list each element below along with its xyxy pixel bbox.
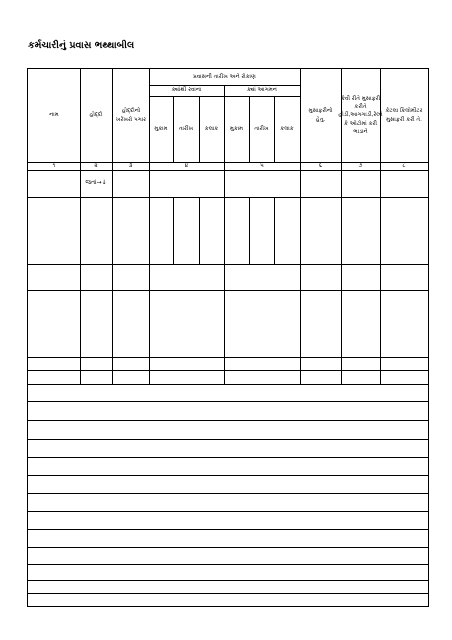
column-number: ૧ (52, 162, 56, 169)
header-purpose: મુસાફરીનો હેતુ. (308, 108, 333, 123)
travel-allowance-table (27, 68, 429, 607)
header-departure-date: તારીખ (178, 125, 194, 132)
header-departure-place: મુકામ (154, 125, 168, 132)
row-hoddo-going: જતાં→↓ (85, 179, 107, 187)
header-arrival-place: મુકામ (229, 125, 244, 132)
header-hoddo: હોદ્દો (89, 112, 103, 119)
header-arrival-date: તારીખ (254, 125, 269, 132)
column-number: ૪ (184, 162, 189, 169)
header-pay: હોદ્દોનો ખરેખરો પગાર (115, 108, 147, 123)
header-departure-group: ક્યાંથી રવાના (171, 87, 202, 94)
header-mode: કેવી રીતે મુસાફરી કરીતે હોડી,આગગાડી,રેલ્વે કે ઓટોમાં કરી ભાડાને (338, 96, 383, 135)
header-arrival-time: કલાક (280, 125, 294, 132)
header-name: નામ (49, 112, 59, 119)
page-title: કર્મચારીનું પ્રવાસ ભથ્થાબીલ (28, 40, 135, 51)
header-arrival-group: ક્યાં આગમન (247, 87, 277, 94)
header-departure-time: કલાક (204, 125, 219, 132)
column-number: ૮ (402, 162, 406, 169)
column-number: ૫ (260, 162, 264, 169)
column-number: ૩ (128, 162, 133, 169)
header-travel-group: પ્રવાસની તારીખ અને રોકાણ (193, 73, 256, 80)
header-distance: કેટલા કિલોમીટર મુસાફરી કરી તે. (385, 108, 423, 123)
column-number: ૨ (94, 162, 98, 169)
column-number: ૬ (318, 162, 323, 169)
column-number: ૭ (358, 162, 363, 169)
